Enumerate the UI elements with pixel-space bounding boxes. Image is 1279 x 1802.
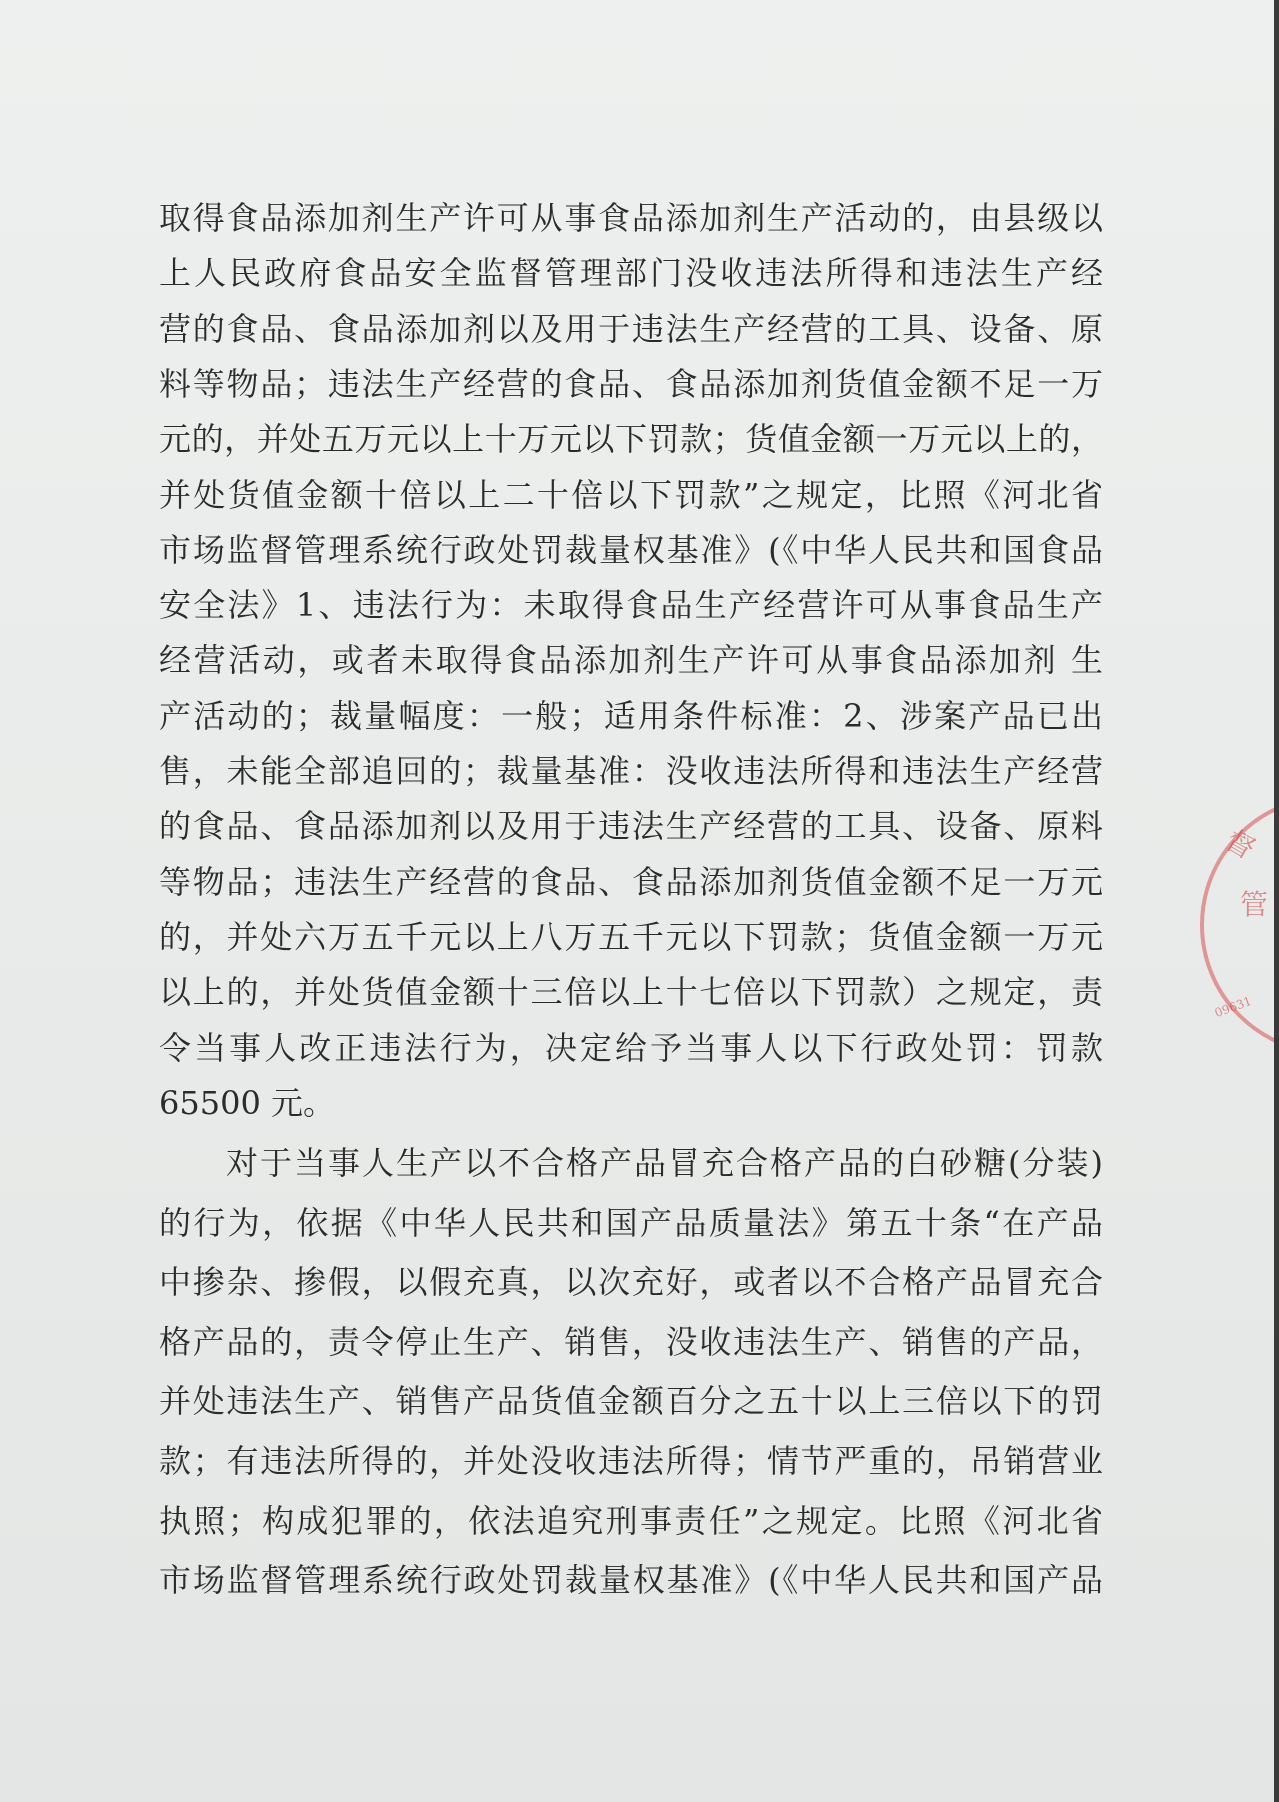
page-edge-shadow xyxy=(1274,0,1279,1802)
text-line: 并处违法生产、销售产品货值金额百分之五十以上三倍以下的罚 xyxy=(159,1382,1103,1421)
official-seal xyxy=(1180,780,1274,1070)
text-line: 以上的，并处货值金额十三倍以上十七倍以下罚款）之规定，责 xyxy=(159,973,1103,1012)
text-line: 执照；构成犯罪的，依法追究刑事责任”之规定。比照《河北省 xyxy=(159,1501,1103,1540)
text-line: 市场监督管理系统行政处罚裁量权基准》(《中华人民共和国食品 xyxy=(159,530,1103,569)
text-line: 售，未能全部追回的；裁量基准：没收违法所得和违法生产经营 xyxy=(159,752,1103,790)
text-line: 营的食品、食品添加剂以及用于违法生产经营的工具、设备、原 xyxy=(159,309,1103,348)
text-line: 安全法》1、违法行为：未取得食品生产经营许可从事食品生产 xyxy=(159,586,1103,625)
text-line: 的行为，依据《中华人民共和国产品质量法》第五十条“在产品 xyxy=(159,1203,1103,1242)
text-line: 令当事人改正违法行为，决定给予当事人以下行政处罚：罚款 xyxy=(159,1028,1103,1067)
text-line: 对于当事人生产以不合格产品冒充合格产品的白砂糖(分装) xyxy=(226,1144,1103,1182)
text-line: 元的，并处五万元以上十万元以下罚款；货值金额一万元以上的， xyxy=(159,420,1103,459)
text-line: 市场监督管理系统行政处罚裁量权基准》(《中华人民共和国产品 xyxy=(159,1561,1103,1600)
seal-character: 督 xyxy=(1219,823,1261,866)
text-line: 65500 元。 xyxy=(159,1083,335,1122)
text-line: 并处货值金额十倍以上二十倍以下罚款”之规定，比照《河北省 xyxy=(159,475,1103,514)
text-line: 的，并处六万五千元以上八万五千元以下罚款；货值金额一万元 xyxy=(159,917,1103,956)
text-line: 上人民政府食品安全监督管理部门没收违法所得和违法生产经 xyxy=(159,254,1103,293)
text-line: 的食品、食品添加剂以及用于违法生产经营的工具、设备、原料 xyxy=(159,807,1103,846)
text-line: 等物品；违法生产经营的食品、食品添加剂货值金额不足一万元 xyxy=(159,862,1103,901)
text-line: 款；有违法所得的，并处没收违法所得；情节严重的，吊销营业 xyxy=(159,1442,1103,1480)
seal-number: 09631 xyxy=(1212,993,1254,1021)
text-line: 产活动的；裁量幅度：一般；适用条件标准：2、涉案产品已出 xyxy=(159,696,1103,735)
text-line: 中掺杂、掺假，以假充真，以次充好，或者以不合格产品冒充合 xyxy=(159,1263,1103,1302)
seal-character: 管 xyxy=(1240,888,1269,921)
text-line: 格产品的，责令停止生产、销售，没收违法生产、销售的产品， xyxy=(159,1322,1103,1361)
text-line: 料等物品；违法生产经营的食品、食品添加剂货值金额不足一万 xyxy=(159,364,1103,403)
text-line: 经营活动，或者未取得食品添加剂生产许可从事食品添加剂 生 xyxy=(159,641,1103,680)
text-line: 取得食品添加剂生产许可从事食品添加剂生产活动的，由县级以 xyxy=(159,199,1103,237)
